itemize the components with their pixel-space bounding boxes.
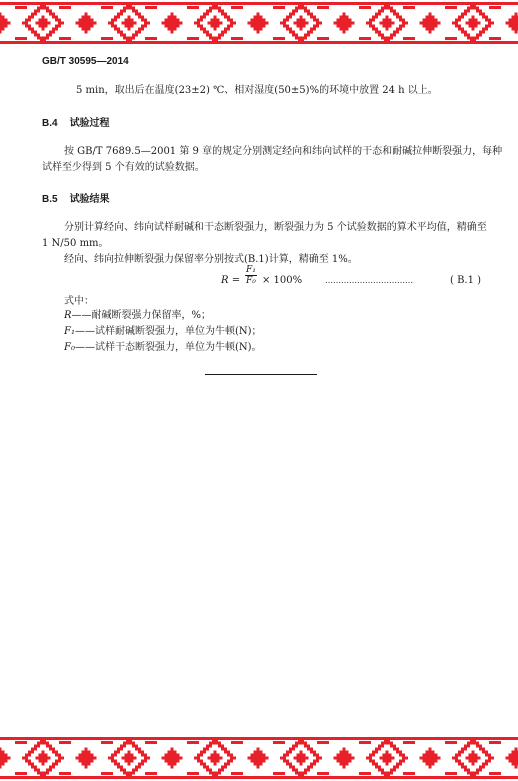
formula-fraction: [245, 265, 257, 286]
legend-symbol: F₁: [64, 326, 75, 337]
legend-item-r: [64, 309, 211, 323]
legend-description: ——试样干态断裂强力，单位为牛顿(N)。: [74, 342, 262, 353]
legend-intro: 式中：: [64, 296, 94, 307]
formula-denominator: F₀: [246, 276, 256, 286]
legend-item-f0: [64, 341, 262, 355]
legend-item-f1: [64, 325, 262, 339]
legend-symbol: F₀: [64, 342, 75, 353]
section-b5-number: B.5: [42, 194, 58, 205]
section-b4-paragraph-line1: 按 GB/T 7689.5—2001 第 9 章的规定分别测定经向和纬向试样的干态和耐碱拉伸断裂强力，每种: [64, 146, 503, 157]
section-b4-paragraph-line2: 试样至少得到 5 个有效的试验数据。: [42, 162, 205, 173]
legend-symbol: R: [64, 310, 72, 321]
section-b5-paragraph-line1: 分别计算经向、纬向试样耐碱和干态断裂强力，断裂强力为 5 个试验数据的算术平均值，精确至: [64, 222, 487, 233]
section-b4-number: B.4: [42, 118, 58, 129]
section-b5-paragraph-line2: 1 N/50 mm。: [42, 238, 109, 249]
legend-description: ——耐碱断裂强力保留率，%；: [71, 310, 212, 321]
formula-lhs: R =: [221, 275, 241, 286]
standard-code-header: GB/T 30595—2014: [42, 56, 129, 67]
section-b5-title: 试验结果: [69, 194, 110, 205]
formula-numerator: F₁: [246, 265, 256, 275]
formula-multiplier: × 100%: [262, 275, 303, 286]
legend-description: ——试样耐碱断裂强力，单位为牛顿(N)；: [74, 326, 262, 337]
section-b5-heading: [42, 193, 110, 207]
formula-number: ( B.1 ): [450, 275, 482, 286]
formula-leader-dots: ……………………………: [325, 276, 413, 285]
section-b5-paragraph-line3: 经向、纬向拉伸断裂强力保留率分别按式(B.1)计算，精确至 1%。: [64, 254, 358, 265]
section-b4-heading: [42, 117, 110, 131]
end-rule: [205, 374, 317, 375]
section-b4-title: 试验过程: [69, 118, 110, 129]
continuation-text: 5 min，取出后在温度(23±2) ℃、相对湿度(50±5)%的环境中放置 24 h 以上。: [76, 85, 438, 96]
